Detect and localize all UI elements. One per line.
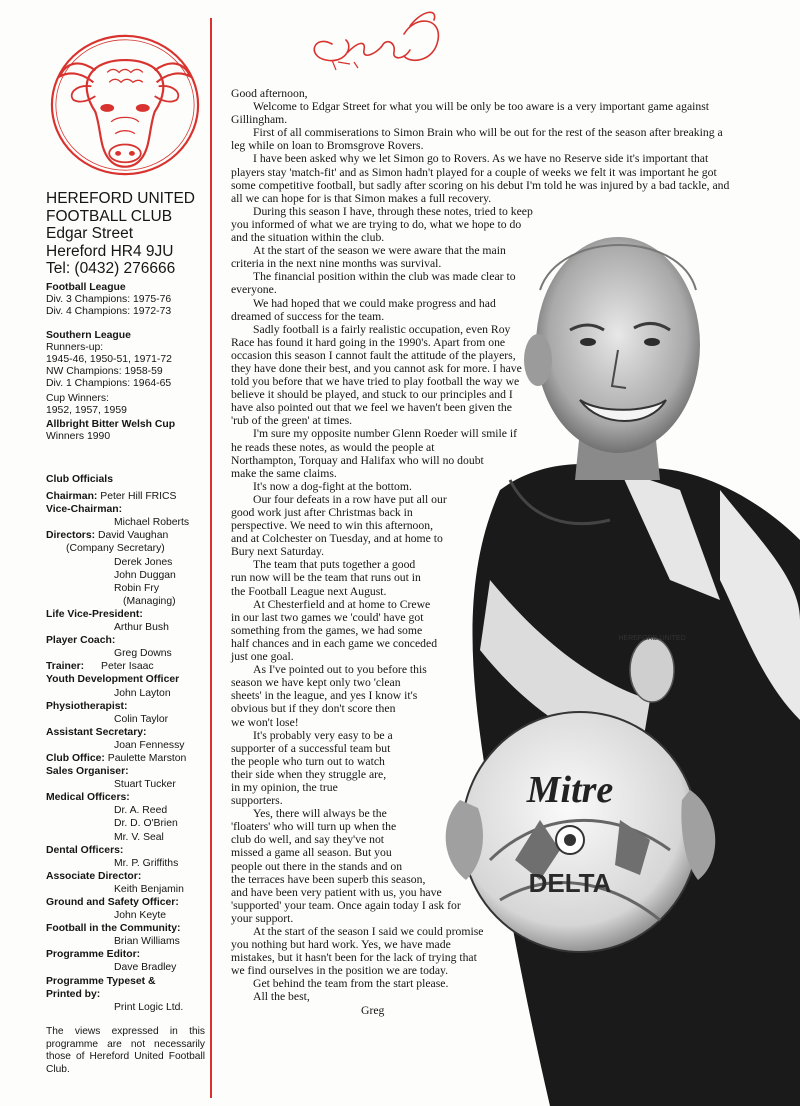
official-role: Youth Development Officer [46, 674, 180, 686]
honours-line: Runners-up: [46, 341, 104, 353]
letter-line: perspective. We need to win this afternoon, [231, 519, 434, 533]
ball-model-text: DELTA [528, 868, 612, 898]
letter-line: they have done their best, and you cannot ask for more. I have [231, 361, 522, 375]
letter-line: At Chesterfield and at home to Crewe [253, 597, 431, 611]
letter-line: 'supported' your team. Once again today I ask for [231, 898, 461, 912]
official-name: Brian Williams [114, 936, 180, 948]
official-role: Vice-Chairman: [46, 504, 123, 516]
letter-line: At the start of the season we were aware that the main [253, 244, 506, 258]
letter-line: occasion this season I cannot fault the attitude of the players, [231, 348, 516, 362]
letter-line: he reads these notes, as would the people at [231, 440, 435, 454]
letter-line: Our four defeats in a row have put all our [253, 492, 447, 506]
honours-line: Cup Winners: [46, 392, 109, 404]
official-name: David Vaughan [97, 530, 169, 542]
letter-line: First of all commiserations to Simon Brain who will be out for the rest of the season after breaking a [253, 126, 723, 140]
letter-line: As I've pointed out to you before this [253, 663, 427, 677]
letter-line: Welcome to Edgar Street for what you will be only be too aware is a very important game against [253, 100, 710, 114]
letter-line: supporters. [231, 794, 283, 808]
letter-line: The financial position within the club was made clear to [253, 270, 516, 284]
letter-line: in my opinion, the true [231, 780, 338, 794]
letter-line: Race has found it hard going in the 1990's. Apart from one [231, 335, 506, 349]
official-role: Assistant Secretary: [46, 726, 147, 738]
honours-heading: Southern League [46, 329, 131, 341]
honours-line: NW Champions: 1958-59 [46, 366, 163, 378]
official-name: Dr. D. O'Brien [114, 818, 178, 830]
honours-line: Winners 1990 [46, 431, 111, 443]
letter-line: criteria in the next nine months was survival. [231, 257, 442, 271]
letter-line: At the start of the season I said we could promise [253, 925, 484, 938]
letter-line: make the same claims. [231, 466, 337, 480]
official-name: John Keyte [114, 910, 166, 922]
official-name: Greg Downs [114, 648, 172, 660]
honours-line: Div. 3 Champions: 1975-76 [46, 294, 172, 306]
letter-line: 'floaters' who will turn up when the [231, 820, 397, 834]
letter-line: and the situation within the club. [231, 231, 385, 245]
letter-body [231, 100, 791, 1003]
honours-heading: Football League [46, 282, 126, 293]
letter-line: you informed of what we are trying to do, what we hope to do [231, 217, 522, 231]
disclaimer-text: The views expressed in this programme are not necessarily those of Hereford United Football Club. [46, 1026, 205, 1075]
official-name: Paulette Marston [107, 752, 187, 764]
letter-line: the people who turn out to watch [231, 754, 385, 768]
official-name: Robin Fry [114, 582, 160, 594]
letter-line: It's now a dog-fight at the bottom. [253, 479, 412, 493]
jacket-badge-text: HEREFORD UNITED [618, 635, 686, 642]
official-role: Directors: [46, 530, 96, 542]
letter-line: sheets' in the league, and yes I know it's [231, 689, 418, 703]
letter-line: their side when they struggle are, [231, 767, 387, 781]
letter-line: Gillingham. [231, 113, 288, 127]
letter-line: some competitive football, but sadly after scoring on his debut I'm told he was injured by a bad tackle, and [231, 178, 730, 192]
official-name: Peter Isaac [101, 661, 154, 673]
letter-line: All the best, [253, 990, 310, 1004]
official-role: Sales Organiser: [46, 766, 129, 778]
honours-list [46, 282, 211, 443]
club-address-block [46, 190, 211, 278]
letter-line: I have been asked why we let Simon go to Rovers. As we have no Reserve side it's important that [253, 152, 709, 166]
letter-line: all we can hope for is that Simon makes a full recovery. [231, 191, 492, 205]
official-role: Printed by: [46, 988, 101, 1000]
club-name-line-2: FOOTBALL CLUB [46, 207, 173, 225]
letter-line: mistakes, but it hasn't been for the lack of trying that [231, 951, 477, 965]
official-name: Keith Benjamin [114, 883, 184, 895]
manager-letter [231, 87, 791, 1017]
letter-line: During this season I have, through these notes, tried to keep [253, 204, 533, 218]
manager-signature [292, 4, 452, 74]
official-name: Dave Bradley [114, 962, 177, 974]
official-role: Programme Typeset & [46, 975, 156, 987]
letter-line: believe it should be played, and stuck to our principles and I [231, 388, 513, 402]
official-role: Player Coach: [46, 635, 116, 647]
letter-line: in our last two games we 'could' have got [231, 610, 424, 624]
letter-line: we find ourselves in the position we are today. [231, 964, 449, 978]
letter-line: Get behind the team from the start please. [253, 977, 449, 991]
letter-line: Yes, there will always be the [253, 807, 387, 821]
letter-line: I'm sure my opposite number Glenn Roeder will smile if [253, 427, 518, 441]
official-name: Stuart Tucker [114, 779, 176, 791]
official-name: (Company Secretary) [66, 543, 165, 555]
letter-line: have also pointed out that we feel we haven't been given the [231, 401, 512, 415]
letter-line: everyone. [231, 283, 277, 297]
letter-line: your support. [231, 911, 294, 925]
letter-line: just one goal. [231, 650, 294, 664]
official-name: Peter Hill FRICS [100, 491, 177, 503]
honours-line: 1952, 1957, 1959 [46, 404, 127, 416]
letter-line: good work just after Christmas back in [231, 506, 413, 519]
official-name: Mr. V. Seal [114, 831, 164, 843]
letter-line: people out there in the stands and on [231, 859, 403, 873]
official-name: Colin Taylor [114, 713, 169, 725]
honours-heading: Allbright Bitter Welsh Cup [46, 419, 176, 431]
letter-line: we won't lose! [231, 715, 299, 729]
honours-line: Div. 4 Champions: 1972-73 [46, 306, 172, 318]
honours-line: Div. 1 Champions: 1964-65 [46, 378, 172, 390]
official-role: Programme Editor: [46, 949, 141, 961]
official-role: Life Vice-President: [46, 608, 143, 620]
letter-line: The team that puts together a good [253, 558, 416, 572]
official-name: John Layton [114, 687, 171, 699]
letter-line: and at Colchester on Tuesday, and at home to [231, 532, 443, 546]
letter-line: players stay 'match-fit' and as Simon hadn't played for a couple of weeks we felt it was important he got [231, 165, 717, 179]
letter-line: and have been very patient with us, you have [231, 885, 442, 899]
letter-line: obvious but if they don't score then [231, 702, 396, 716]
official-role: Medical Officers: [46, 792, 130, 804]
letter-line: supporter of a successful team but [231, 741, 391, 755]
official-name: Michael Roberts [114, 517, 190, 529]
club-officials-list [46, 473, 211, 1014]
official-role: Football in the Community: [46, 923, 181, 935]
letter-line: We had hoped that we could make progress and had [253, 296, 496, 310]
honours-line: 1945-46, 1950-51, 1971-72 [46, 354, 172, 366]
official-name: Arthur Bush [114, 622, 169, 634]
letter-line: Sadly football is a fairly realistic occupation, even Roy [253, 322, 511, 336]
letter-signoff: Greg [361, 1003, 385, 1017]
club-telephone: Tel: (0432) 276666 [46, 260, 176, 277]
letter-line: leg while on loan to Bromsgrove Rovers. [231, 139, 424, 153]
official-role: Club Office: [46, 752, 105, 764]
club-name-line-1: HEREFORD UNITED [46, 190, 195, 207]
letter-line: half chances and in each game we conceded [231, 636, 438, 650]
letter-line: season we have kept only two 'clean [231, 676, 401, 690]
official-name: Print Logic Ltd. [114, 1001, 184, 1013]
letter-line: told you before that we have tried to play football the way we [231, 375, 520, 389]
official-role: Dental Officers: [46, 844, 124, 856]
letter-line: you nothing but hard work. Yes, we have made [231, 938, 451, 952]
official-name: John Duggan [114, 569, 176, 581]
official-name: (Managing) [123, 595, 176, 607]
letter-line: It's probably very easy to be a [253, 728, 393, 742]
address-street: Edgar Street [46, 225, 134, 242]
officials-heading: Club Officials [46, 474, 113, 485]
letter-line: run now will be the team that runs out in [231, 571, 421, 585]
official-role: Chairman: [46, 491, 98, 503]
letter-line: Bury next Saturday. [231, 545, 325, 559]
official-name: Joan Fennessy [114, 739, 185, 751]
official-name: Dr. A. Reed [114, 805, 168, 817]
official-role: Ground and Safety Officer: [46, 897, 179, 908]
ball-brand-text: Mitre [526, 769, 614, 811]
official-role: Associate Director: [46, 870, 142, 882]
letter-line: Northampton, Torquay and Halifax who will no doubt [231, 453, 484, 467]
letter-line: the terraces have been superb this season, [231, 872, 426, 886]
letter-line: dreamed of success for the team. [231, 309, 385, 323]
bull-head-crest-icon [46, 30, 204, 180]
letter-line: missed a game all season. But you [231, 846, 392, 860]
letter-line: something from the games, we had some [231, 623, 423, 637]
official-name: Derek Jones [114, 556, 173, 568]
address-town: Hereford HR4 9JU [46, 242, 174, 260]
letter-line: 'rub of the green' at times. [231, 414, 353, 428]
official-name: Mr. P. Griffiths [114, 857, 179, 869]
official-role: Physiotherapist: [46, 700, 128, 712]
letter-line: club do well, and say they've not [231, 833, 385, 847]
letter-greeting: Good afternoon, [231, 87, 308, 100]
official-role: Trainer: [46, 661, 85, 673]
letter-line: the Football League next August. [231, 584, 387, 598]
